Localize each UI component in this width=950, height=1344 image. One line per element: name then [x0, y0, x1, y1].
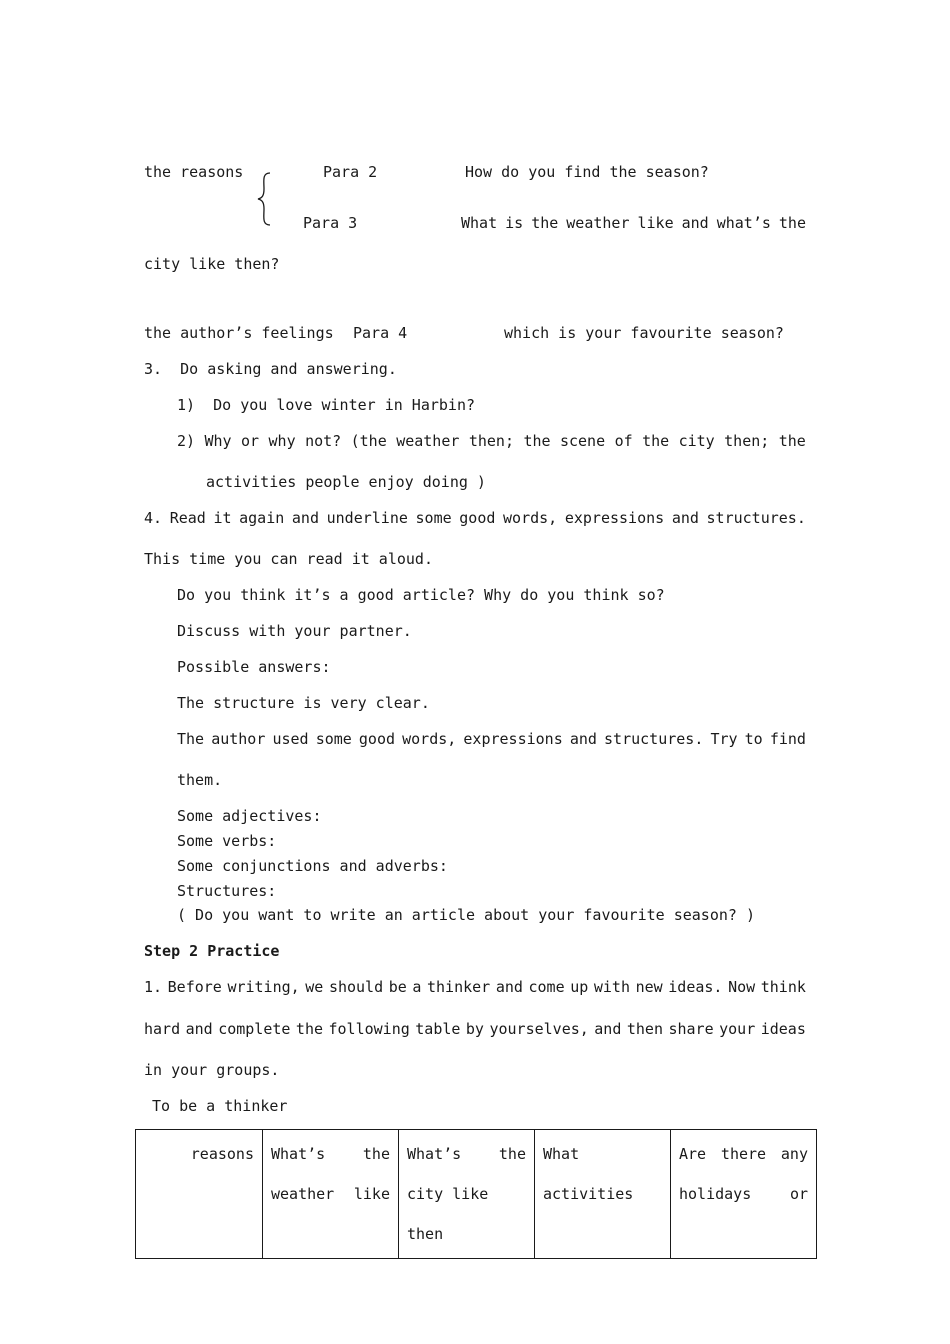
author-words-cont: them. — [177, 771, 223, 789]
step2-line2: hard and complete the following table by yourselves, and then share your ideas — [144, 1020, 806, 1038]
reasons-label: the reasons — [144, 163, 244, 181]
task4-line2: This time you can read it aloud. — [144, 550, 433, 568]
task3-q2-cont: activities people enjoy doing ) — [206, 473, 486, 491]
article-question: Do you think it’s a good article? Why do you think so? — [177, 586, 665, 604]
table-cell-reasons: reasons — [136, 1130, 263, 1259]
structures-label: Structures: — [177, 882, 277, 900]
possible-answers-label: Possible answers: — [177, 658, 331, 676]
table-cell-activities: What activities — [535, 1130, 671, 1259]
step2-heading: Step 2 Practice — [144, 942, 280, 960]
table-cell-weather: What’s the weather like — [263, 1130, 399, 1259]
task3-q1: 1) Do you love winter in Harbin? — [177, 396, 476, 414]
author-words-line: The author used some good words, expressions and structures. Try to find — [177, 730, 806, 748]
table-cell-city: What’s the city like then — [399, 1130, 535, 1259]
para2-label: Para 2 — [323, 163, 378, 181]
para2-question: How do you find the season? — [465, 163, 709, 181]
task4-line1: 4. Read it again and underline some good words, expressions and structures. — [144, 509, 806, 527]
task3-q2: 2) Why or why not? (the weather then; the scene of the city then; the — [177, 432, 806, 450]
task3-heading: 3. Do asking and answering. — [144, 360, 397, 378]
thinker-label: To be a thinker — [152, 1097, 288, 1115]
step2-line1: 1. Before writing, we should be a thinker and come up with new ideas. Now think — [144, 978, 806, 996]
discuss-text: Discuss with your partner. — [177, 622, 412, 640]
adjectives-label: Some adjectives: — [177, 807, 322, 825]
step2-line3: in your groups. — [144, 1061, 280, 1079]
para4-question: which is your favourite season? — [504, 324, 784, 342]
curly-brace-icon — [256, 171, 278, 227]
structure-clear-text: The structure is very clear. — [177, 694, 430, 712]
want-write-question: ( Do you want to write an article about your favourite season? ) — [177, 906, 755, 924]
feelings-label: the author’s feelings — [144, 324, 334, 342]
thinker-table — [135, 1129, 817, 1259]
para3-question: What is the weather like and what’s the — [461, 214, 806, 232]
para3-label: Para 3 — [303, 214, 358, 232]
table-cell-holidays: Are there any holidays or — [671, 1130, 817, 1259]
verbs-label: Some verbs: — [177, 832, 277, 850]
table-row — [136, 1130, 817, 1259]
para4-label: Para 4 — [353, 324, 408, 342]
para3-question-cont: city like then? — [144, 255, 280, 273]
conjunctions-label: Some conjunctions and adverbs: — [177, 857, 448, 875]
